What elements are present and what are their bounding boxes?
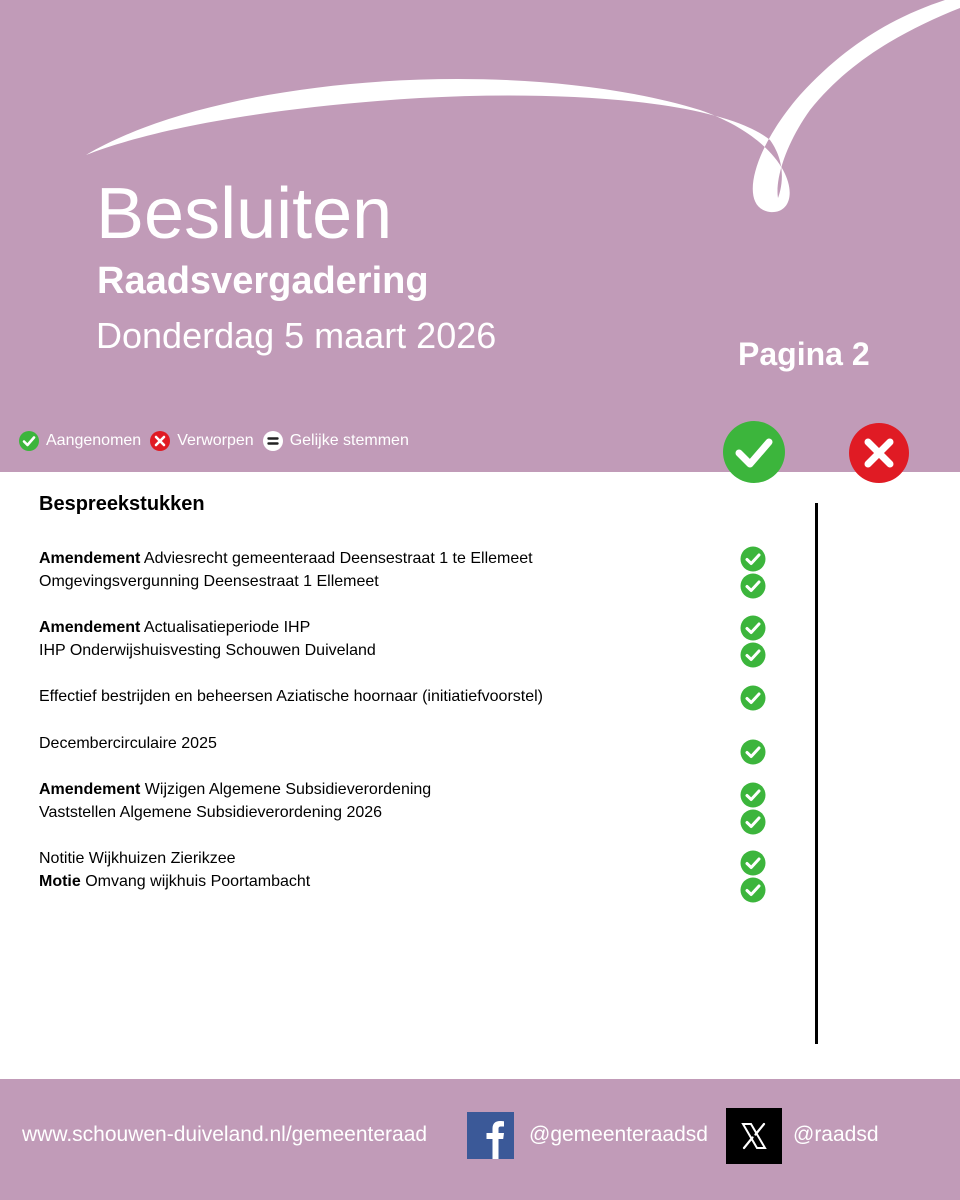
result-check-icon [740,685,766,711]
result-check-icon [740,546,766,572]
list-item [39,778,431,801]
x-handle[interactable]: @raadsd [793,1123,879,1146]
list-item [39,732,217,755]
item-text: Omgevingsvergunning Deensestraat 1 Ellemeet [39,573,379,590]
result-check-icon [740,739,766,765]
item-type: Motie [39,873,81,890]
item-text: Decembercirculaire 2025 [39,735,217,752]
list-item [39,847,236,870]
item-text: Adviesrecht gemeenteraad Deensestraat 1 te Ellemeet [140,550,533,567]
item-text: Wijzigen Algemene Subsidieverordening [140,781,432,798]
result-check-icon [740,782,766,808]
website-link[interactable]: www.schouwen-duiveland.nl/gemeenteraad [22,1123,428,1146]
item-text: Vaststellen Algemene Subsidieverordening 2026 [39,804,383,821]
legend-item-accepted [18,430,141,452]
header-banner [0,0,960,472]
item-text: Actualisatieperiode IHP [140,619,311,636]
facebook-icon[interactable] [467,1112,514,1159]
result-check-icon [740,642,766,668]
result-check-icon [740,809,766,835]
result-check-icon [740,573,766,599]
list-item [39,547,533,570]
result-check-icon [740,615,766,641]
legend [18,429,417,453]
item-text: Omvang wijkhuis Poortambacht [80,873,311,890]
page-number-label: Pagina 2 [738,336,870,372]
column-divider [815,503,818,1044]
check-icon [18,430,40,452]
facebook-handle[interactable]: @gemeenteraadsd [529,1123,708,1146]
list-item [39,616,310,639]
item-type: Amendement [39,781,141,798]
page-title: Besluiten [96,174,393,254]
item-text: Notitie Wijkhuizen Zierikzee [39,850,236,867]
legend-item-equal [262,430,409,452]
legend-label-equal: Gelijke stemmen [289,432,409,449]
section-title: Bespreekstukken [39,493,205,515]
meeting-date: Donderdag 5 maart 2026 [96,315,497,356]
result-check-icon [740,877,766,903]
item-type: Amendement [39,619,141,636]
list-item [39,639,376,662]
accepted-column-check-icon [722,420,786,484]
legend-label-rejected: Verworpen [177,432,254,449]
list-item [39,870,310,893]
list-item [39,801,382,824]
item-text: Effectief bestrijden en beheersen Aziatische hoornaar (initiatiefvoorstel) [39,688,543,705]
equals-icon [262,430,284,452]
list-item [39,685,543,708]
cross-icon [149,430,171,452]
item-text: IHP Onderwijshuisvesting Schouwen Duiveland [39,642,376,659]
item-type: Amendement [39,550,141,567]
result-check-icon [740,850,766,876]
legend-item-rejected [149,430,254,452]
page-subtitle: Raadsvergadering [97,260,429,302]
rejected-column-cross-icon [848,422,910,484]
legend-label-accepted: Aangenomen [46,432,142,449]
x-icon[interactable] [726,1108,782,1164]
list-item [39,570,379,593]
